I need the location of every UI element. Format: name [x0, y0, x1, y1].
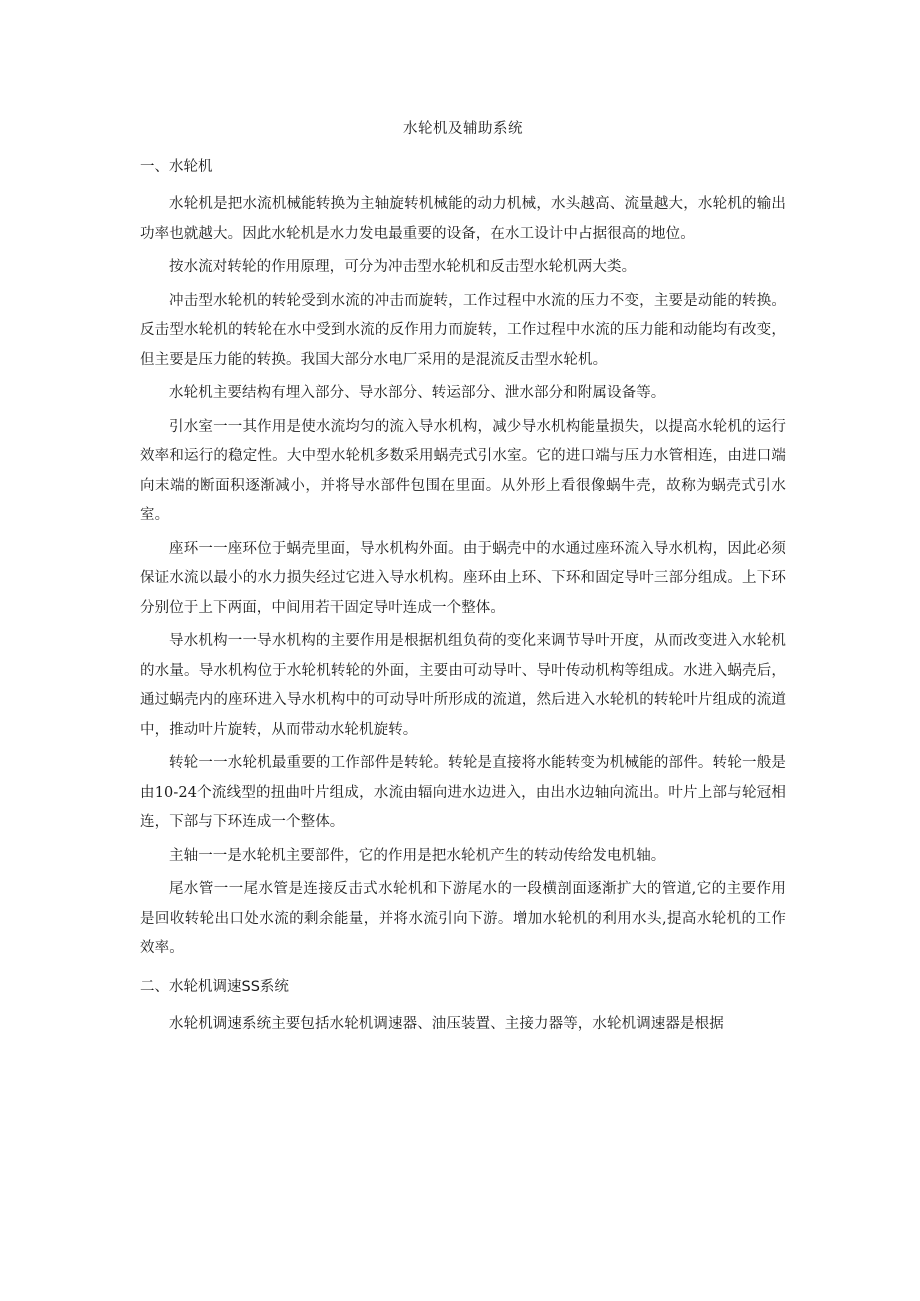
paragraph: 主轴一一是水轮机主要部件，它的作用是把水轮机产生的转动传给发电机轴。 [169, 847, 666, 864]
paragraph: 冲击型水轮机的转轮受到水流的冲击而旋转，工作过程中水流的压力不变，主要是动能的转换。反击型水轮机的转轮在水中受到水流的反作用力而旋转，工作过程中水流的压力能和动能均有改变，但主要是压力能的转换。我国大部分水电厂采用的是混流反击型水轮机。 [140, 292, 786, 368]
paragraph: 引水室一一其作用是使水流均匀的流入导水机构，减少导水机构能量损失，以提高水轮机的运行效率和运行的稳定性。大中型水轮机多数采用蜗壳式引水室。它的进口端与压力水管相连，由进口端向末端的断面积逐渐减小，并将导水部件包围在里面。从外形上看很像蜗牛壳，故称为蜗壳式引水室。 [140, 418, 786, 523]
paragraph: 尾水管一一尾水管是连接反击式水轮机和下游尾水的一段横剖面逐渐扩大的管道,它的主要作用是回收转轮出口处水流的剩余能量，并将水流引向下游。增加水轮机的利用水头,提高水轮机的工作效率。 [140, 881, 786, 956]
section-heading-1: 一、水轮机 [140, 159, 213, 175]
paragraph: 水轮机调速系统主要包括水轮机调速器、油压装置、主接力器等，水轮机调速器是根据 [169, 1015, 724, 1032]
paragraph: 导水机构一一导水机构的主要作用是根据机组负荷的变化来调节导叶开度，从而改变进入水轮机的水量。导水机构位于水轮机转轮的外面，主要由可动导叶、导叶传动机构等组成。水进入蜗壳后，通过蜗壳内的座环进入导水机构中的可动导叶所形成的流道，然后进入水轮机的转轮叶片组成的流道中，推动叶片旋转，从而带动水轮机旋转。 [140, 633, 786, 738]
paragraph: 按水流对转轮的作用原理，可分为冲击型水轮机和反击型水轮机两大类。 [169, 259, 637, 275]
paragraph: 转轮一一水轮机最重要的工作部件是转轮。转轮是直接将水能转变为机械能的部件。转轮一般是由10-24个流线型的扭曲叶片组成，水流由辐向进水边进入，由出水边轴向流出。叶片上部与轮冠相连，下部与下环连成一个整体。 [140, 755, 786, 830]
document-title: 水轮机及辅助系统 [403, 121, 523, 137]
paragraph: 水轮机主要结构有埋入部分、导水部分、转运部分、泄水部分和附属设备等。 [169, 385, 666, 401]
document-body [140, 118, 786, 1043]
paragraph: 水轮机是把水流机械能转换为主轴旋转机械能的动力机械，水头越高、流量越大，水轮机的输出功率也就越大。因此水轮机是水力发电最重要的设备，在水工设计中占据很高的地位。 [140, 196, 786, 242]
paragraph: 座环一一座环位于蜗壳里面，导水机构外面。由于蜗壳中的水通过座环流入导水机构，因此必须保证水流以最小的水力损失经过它进入导水机构。座环由上环、下环和固定导叶三部分组成。上下环分别位于上下两面，中间用若干固定导叶连成一个整体。 [140, 540, 786, 616]
section-heading-2: 二、水轮机调速SS系统 [140, 978, 289, 995]
